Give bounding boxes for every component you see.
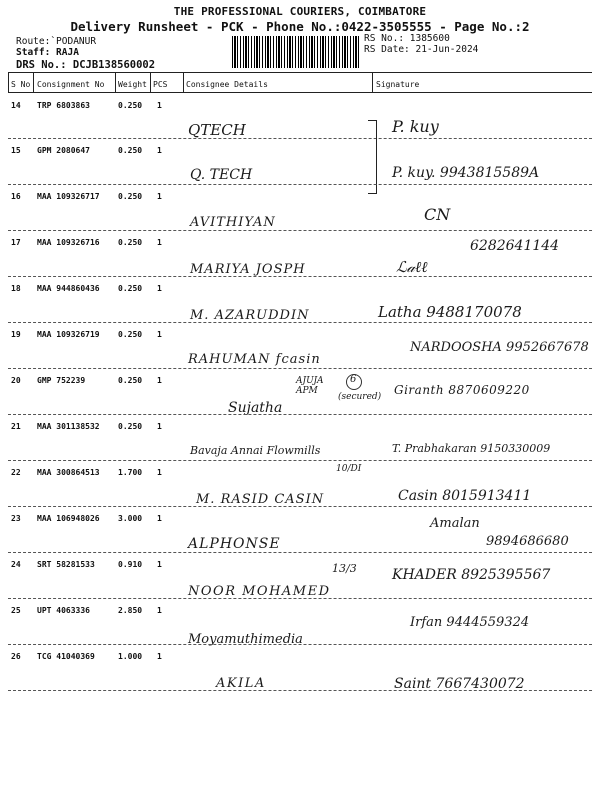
col-header-weight: Weight <box>118 80 147 89</box>
row-pcs: 1 <box>157 284 162 293</box>
row-weight: 0.250 <box>118 238 143 247</box>
company-title: THE PROFESSIONAL COURIERS, COIMBATORE <box>173 5 427 18</box>
row-signature-handwriting: P. kuy. 9943815589A <box>392 165 540 181</box>
row-pcs: 1 <box>157 376 162 385</box>
row-signature-handwriting: Latha 9488170078 <box>378 303 522 321</box>
row-sno: 26 <box>11 652 21 661</box>
row-consignment: MAA 106948026 <box>37 514 100 523</box>
row-pcs: 1 <box>157 422 162 431</box>
row-signature-handwriting: P. kuy <box>392 117 439 136</box>
row-weight: 0.910 <box>118 560 143 569</box>
annotation-number: 6 <box>350 374 357 385</box>
table-top-line <box>8 72 592 73</box>
row-pcs: 1 <box>157 652 162 661</box>
row-signature-handwriting: Saint 7667430072 <box>394 676 525 692</box>
staff-label: Staff: RAJA <box>16 47 79 58</box>
row-divider <box>8 460 592 461</box>
row-signature-handwriting: CN <box>424 205 451 224</box>
row-pcs: 1 <box>157 101 162 110</box>
row-signature-handwriting: Casin 8015913411 <box>398 488 532 504</box>
row-divider <box>8 506 592 507</box>
row-divider <box>8 598 592 599</box>
row-sno: 15 <box>11 146 21 155</box>
row-sno: 22 <box>11 468 21 477</box>
row-divider <box>8 690 592 691</box>
row-consignment: MAA 109326719 <box>37 330 100 339</box>
row-pcs: 1 <box>157 330 162 339</box>
row-weight: 1.700 <box>118 468 143 477</box>
col-header-consignment: Consignment No <box>37 80 105 89</box>
row-pcs: 1 <box>157 560 162 569</box>
row-weight: 0.250 <box>118 146 143 155</box>
row-consignee-handwriting: Sujatha <box>228 400 283 416</box>
bracket-mark <box>368 120 377 194</box>
row-sno: 18 <box>11 284 21 293</box>
row-consignee-handwriting: AKILA <box>216 676 266 691</box>
row-consignee-handwriting: MARIYA JOSPH <box>190 262 306 277</box>
row-sno: 16 <box>11 192 21 201</box>
row-consignment: GPM 2080647 <box>37 146 90 155</box>
row-weight: 0.250 <box>118 376 143 385</box>
row-signature-handwriting: NARDOOSHA 9952667678 <box>410 340 589 355</box>
row-consignee-handwriting: Bavaja Annai Flowmills <box>190 444 321 457</box>
col-divider <box>372 72 373 92</box>
row-sno: 21 <box>11 422 21 431</box>
row-sno: 25 <box>11 606 21 615</box>
row-divider <box>8 322 592 323</box>
row-consignment: MAA 300864513 <box>37 468 100 477</box>
row-divider <box>8 368 592 369</box>
runsheet-subtitle: Delivery Runsheet - PCK - Phone No.:0422-3505555 - Page No.:2 <box>70 19 530 34</box>
rs-number: RS No.: 1385600 <box>364 33 450 44</box>
row-signature-handwriting: 6282641144 <box>470 238 560 254</box>
row-consignment: UPT 4063336 <box>37 606 90 615</box>
row-signature-handwriting: 9894686680 <box>486 534 569 549</box>
row-signature-handwriting: Giranth 8870609220 <box>394 383 530 397</box>
row-consignment: TRP 6803863 <box>37 101 90 110</box>
row-divider <box>8 414 592 415</box>
annotation-fraction: 10/DI <box>336 464 362 474</box>
row-pcs: 1 <box>157 514 162 523</box>
row-weight: 0.250 <box>118 101 143 110</box>
col-divider <box>8 72 9 92</box>
row-weight: 0.250 <box>118 284 143 293</box>
col-divider <box>115 72 116 92</box>
row-consignment: TCG 41040369 <box>37 652 95 661</box>
col-header-consignee: Consignee Details <box>186 80 268 89</box>
col-divider <box>150 72 151 92</box>
row-sno: 19 <box>11 330 21 339</box>
row-weight: 0.250 <box>118 192 143 201</box>
row-consignment: SRT 58281533 <box>37 560 95 569</box>
header-bottom-line <box>8 92 592 93</box>
row-weight: 1.000 <box>118 652 143 661</box>
annotation-secured: (secured) <box>338 392 382 402</box>
row-consignment: MAA 109326717 <box>37 192 100 201</box>
row-consignee-handwriting: Moyamuthimedia <box>188 632 303 647</box>
row-signature-handwriting: Irfan 9444559324 <box>410 615 530 630</box>
row-consignee-handwriting: RAHUMAN fcasin <box>188 352 321 367</box>
row-pcs: 1 <box>157 192 162 201</box>
row-consignee-handwriting: QTECH <box>188 121 246 139</box>
rs-date: RS Date: 21-Jun-2024 <box>364 44 479 55</box>
col-header-signature: Signature <box>376 80 420 89</box>
row-pcs: 1 <box>157 606 162 615</box>
row-sno: 17 <box>11 238 21 247</box>
row-divider <box>8 552 592 553</box>
row-weight: 2.850 <box>118 606 143 615</box>
annotation-fraction: 13/3 <box>332 562 357 575</box>
col-divider <box>183 72 184 92</box>
row-consignment: GMP 752239 <box>37 376 86 385</box>
barcode-image <box>232 36 360 68</box>
signature-scribble: ℒ𝒶ℓℓ <box>396 258 428 276</box>
route-label: Route:`PODANUR <box>16 36 97 47</box>
col-header-sno: S No <box>11 80 31 89</box>
row-signature-handwriting: KHADER 8925395567 <box>392 567 551 583</box>
row-divider <box>8 644 592 645</box>
row-sno: 23 <box>11 514 21 523</box>
signature-script: Amalan <box>430 516 480 531</box>
row-consignee-handwriting: Q. TECH <box>190 167 253 183</box>
row-pcs: 1 <box>157 146 162 155</box>
row-sno: 20 <box>11 376 21 385</box>
row-weight: 0.250 <box>118 330 143 339</box>
row-consignment: MAA 109326716 <box>37 238 100 247</box>
row-consignee-handwriting: M. AZARUDDIN <box>190 308 310 323</box>
row-divider <box>8 184 592 185</box>
row-pcs: 1 <box>157 468 162 477</box>
row-consignment: MAA 301138532 <box>37 422 100 431</box>
row-weight: 3.000 <box>118 514 143 523</box>
row-divider <box>8 276 592 277</box>
row-consignee-handwriting: NOOR MOHAMED <box>188 584 331 599</box>
row-consignee-handwriting: ALPHONSE <box>188 536 281 552</box>
row-consignment: MAA 944860436 <box>37 284 100 293</box>
row-sno: 14 <box>11 101 21 110</box>
annotation-ajuja-apm: AJUJA APM <box>296 376 324 396</box>
row-pcs: 1 <box>157 238 162 247</box>
row-sno: 24 <box>11 560 21 569</box>
col-header-pcs: PCS <box>153 80 168 89</box>
drs-number: DRS No.: DCJB138560002 <box>16 59 156 71</box>
row-signature-handwriting: T. Prabhakaran 9150330009 <box>392 442 551 455</box>
row-divider <box>8 138 592 139</box>
row-weight: 0.250 <box>118 422 143 431</box>
row-consignee-handwriting: M. RASID CASIN <box>196 492 325 507</box>
row-divider <box>8 230 592 231</box>
row-consignee-handwriting: AVITHIYAN <box>190 215 276 230</box>
col-divider <box>33 72 34 92</box>
